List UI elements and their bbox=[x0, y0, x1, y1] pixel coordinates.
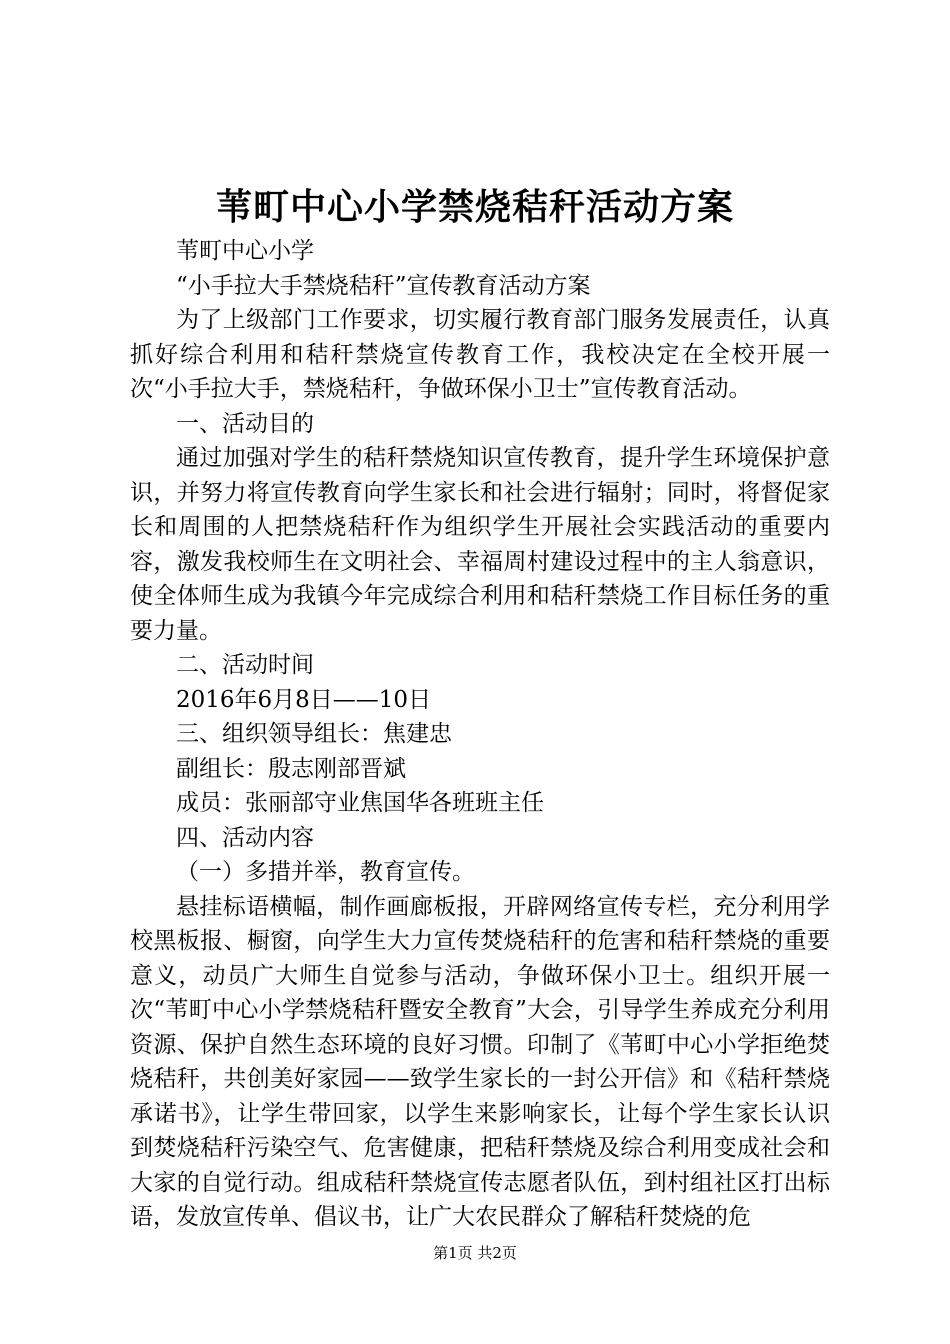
section-heading-purpose: 一、活动目的 bbox=[176, 410, 314, 437]
section-heading-content: 四、活动内容 bbox=[176, 824, 314, 851]
page-indicator: 第1页 共2页 bbox=[433, 1244, 517, 1262]
paragraph-leader: 三、组织领导组长：焦建忠 bbox=[176, 721, 452, 747]
paragraph-measures: 悬挂标语横幅，制作画廊板报，开辟网络宣传专栏，充分利用学校黑板报、橱窗，向学生大力宣传焚烧秸秆的危害和秸秆禁烧的重要意义，动员广大师生自觉参与活动，争做环保小卫士。组织开展一次“苇町中心小学禁烧秸秆暨安全教育”大会，引导学生养成充分利用资源、保护自然生态环境的良好习惯。印制了《苇町中心小学拒绝焚烧秸秆，共创美好家园——致学生家长的一封公开信》和《秸秆禁烧承诺书》，让学生带回家，以学生来影响家长，让每个学生家长认识到焚烧秸秆污染空气、危害健康，把秸秆禁烧及综合利用变成社会和大家的自觉行动。组成秸秆禁烧宣传志愿者队伍，到村组社区打出标语，发放宣传单、倡议书，让广大农民群众了解秸秆焚烧的危 bbox=[130, 893, 830, 1230]
paragraph-purpose: 通过加强对学生的秸秆禁烧知识宣传教育，提升学生环境保护意识，并努力将宣传教育向学生家长和社会进行辐射；同时，将督促家长和周围的人把禁烧秸秆作为组织学生开展社会实践活动的重要内容，激发我校师生在文明社会、幸福周村建设过程中的主人翁意识，使全体师生成为我镇今年完成综合利用和秸秆禁烧工作目标任务的重要力量。 bbox=[130, 445, 830, 644]
paragraph-time: 2016年6月8日——10日 bbox=[176, 686, 432, 713]
section-heading-time: 二、活动时间 bbox=[176, 652, 314, 678]
subsection-heading-measures: （一）多措并举，教育宣传。 bbox=[176, 859, 475, 885]
document-body bbox=[130, 234, 830, 1235]
paragraph-school-name: 苇町中心小学 bbox=[176, 238, 314, 264]
paragraph-intro: 为了上级部门工作要求，切实履行教育部门服务发展责任，认真抓好综合利用和秸秆禁烧宣传教育工作，我校决定在全校开展一次“小手拉大手，禁烧秸秆，争做环保小卫士”宣传教育活动。 bbox=[130, 307, 830, 402]
paragraph-deputy-leader: 副组长：殷志刚部晋斌 bbox=[176, 755, 406, 782]
paragraph-members: 成员：张丽部守业焦国华各班班主任 bbox=[176, 790, 544, 816]
document-title: 苇町中心小学禁烧秸秆活动方案 bbox=[215, 187, 734, 228]
paragraph-plan-subtitle: “小手拉大手禁烧秸秆”宣传教育活动方案 bbox=[176, 272, 591, 299]
